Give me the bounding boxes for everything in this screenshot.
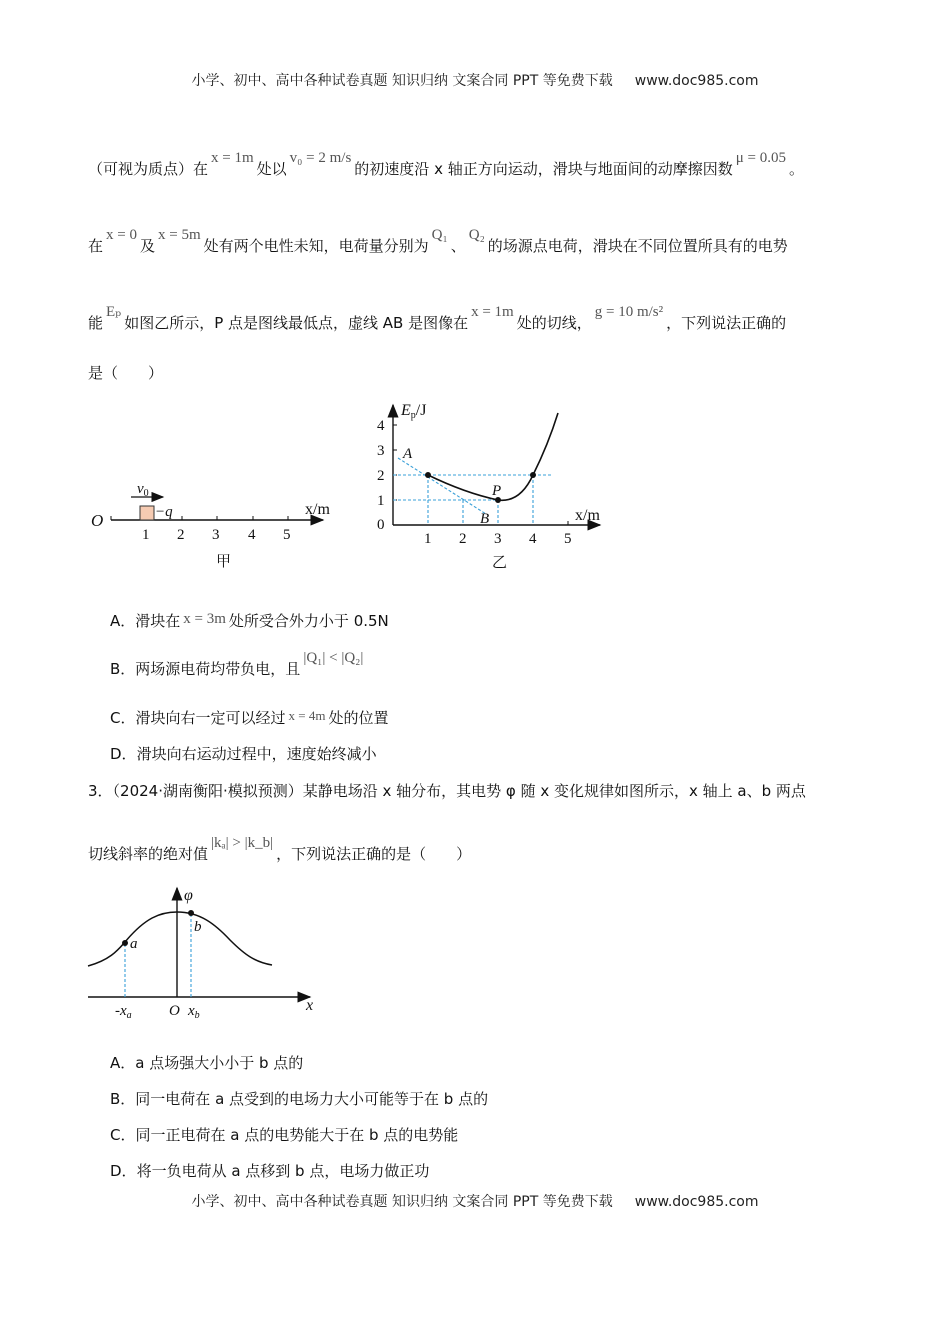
charge-label: −q xyxy=(155,504,173,520)
label-b: b xyxy=(194,919,202,935)
text: 滑块向右一定可以经过 xyxy=(135,709,286,727)
y-axis-label: φ xyxy=(184,887,193,904)
math: μ = 0.05 xyxy=(735,150,786,166)
tick-label: 3 xyxy=(494,531,502,547)
q3-line-2 xyxy=(88,835,472,864)
origin-label: O xyxy=(91,511,104,530)
text: 处有两个电性未知，电荷量分别为 xyxy=(203,237,429,255)
velocity-label: $v_0$ xyxy=(137,481,149,499)
math: Eₚ xyxy=(106,304,122,320)
tick-label: 4 xyxy=(248,527,256,543)
text: 的场源点电荷，滑块在不同位置所具有的电势 xyxy=(487,237,788,255)
math: x = 0 xyxy=(106,227,137,243)
tick-label: 5 xyxy=(564,531,572,547)
q2-option-c[interactable] xyxy=(110,707,388,728)
q2-option-b[interactable] xyxy=(110,650,366,679)
option-label: C． xyxy=(110,709,136,727)
page-header xyxy=(0,70,950,90)
tangent-AB xyxy=(398,458,486,514)
potential-curve xyxy=(88,912,272,966)
origin-label: 0 xyxy=(377,517,385,533)
label-A: A xyxy=(403,446,413,462)
math: g = 10 m/s² xyxy=(594,304,664,320)
point-b xyxy=(188,910,194,916)
tick-label: 2 xyxy=(377,468,385,484)
text: 。 xyxy=(788,160,804,178)
xb-label: $x_b$ xyxy=(188,1003,200,1020)
text: ，下列说法正确的 xyxy=(666,314,787,332)
q3-option-c[interactable] xyxy=(110,1124,458,1145)
math: v₀ = 2 m/s xyxy=(289,150,352,166)
text: 处的位置 xyxy=(328,709,389,727)
tick-label: 3 xyxy=(377,443,385,459)
point-a xyxy=(122,940,128,946)
option-label: A． xyxy=(110,612,136,630)
text: 两场源电荷均带负电，且 xyxy=(135,660,301,678)
tick-label: 1 xyxy=(142,527,150,543)
text: 的初速度沿 x 轴正方向运动，滑块与地面间的动摩擦因数 xyxy=(354,160,733,178)
figure-jia xyxy=(85,475,345,575)
figure-potential xyxy=(80,880,330,1020)
figure-caption: 乙 xyxy=(492,555,508,571)
option-text: 将一负电荷从 a 点移到 b 点，电场力做正功 xyxy=(136,1162,430,1180)
option-text: a 点场强大小小于 b 点的 xyxy=(135,1054,304,1072)
x-axis-label: x xyxy=(306,997,314,1014)
math: |Q₁| < |Q₂| xyxy=(303,650,364,666)
header-text: 小学、初中、高中各种试卷真题 知识归纳 文案合同 PPT 等免费下载 xyxy=(191,73,613,89)
x-axis-label: x/m xyxy=(305,501,330,518)
text: 切线斜率的绝对值 xyxy=(88,845,209,863)
math: Q₁ xyxy=(431,227,448,243)
tick-label: 2 xyxy=(459,531,467,547)
math: x = 1m xyxy=(471,304,514,320)
q3-line-1: 3．（2024·湖南衡阳·模拟预测）某静电场沿 x 轴分布，其电势 φ 随 x 变化规律如图所示，x 轴上 a、b 两点 xyxy=(88,782,806,800)
origin-label: O xyxy=(169,1003,180,1019)
text: 能 xyxy=(88,314,104,332)
option-label: D． xyxy=(110,1162,137,1180)
math: |kₐ| > |k_b| xyxy=(211,835,274,851)
math: x = 1m xyxy=(211,150,254,166)
footer-text: 小学、初中、高中各种试卷真题 知识归纳 文案合同 PPT 等免费下载 xyxy=(191,1194,613,1210)
x-axis-label: x/m xyxy=(575,507,600,524)
text: ，下列说法正确的是（ ） xyxy=(276,845,472,863)
xa-label: $-x_a$ xyxy=(115,1003,132,1020)
q2-line-4: 是（ ） xyxy=(88,364,164,382)
q2-line-2 xyxy=(88,227,788,256)
q2-option-a[interactable] xyxy=(110,610,389,631)
math: Q₂ xyxy=(468,227,485,243)
text: 处所受合外力小于 0.5N xyxy=(228,612,389,630)
y-axis-label: Ep/J xyxy=(401,402,427,421)
text: 滑块在 xyxy=(135,612,181,630)
option-label: C． xyxy=(110,1126,136,1144)
figure-caption: 甲 xyxy=(216,554,232,570)
math: x = 3m xyxy=(183,611,226,627)
option-label: D． xyxy=(110,745,137,763)
tick-label: 1 xyxy=(377,493,385,509)
tick-label: 3 xyxy=(212,527,220,543)
text: 处的切线， xyxy=(516,314,592,332)
q2-line-1 xyxy=(88,150,804,179)
page-footer xyxy=(0,1191,950,1211)
tick-label: 4 xyxy=(377,418,385,434)
text: 、 xyxy=(450,237,466,255)
q2-line-3 xyxy=(88,304,787,333)
option-label: B． xyxy=(110,660,136,678)
q2-option-d[interactable] xyxy=(110,743,377,764)
math: x = 4m xyxy=(288,708,326,723)
option-label: A． xyxy=(110,1054,136,1072)
option-text: 同一电荷在 a 点受到的电场力大小可能等于在 b 点的 xyxy=(135,1090,489,1108)
tick-label: 1 xyxy=(424,531,432,547)
q3-option-a[interactable] xyxy=(110,1052,303,1073)
header-site: www.doc985.com xyxy=(634,73,759,89)
label-a: a xyxy=(130,936,138,952)
tick-label: 4 xyxy=(529,531,537,547)
text: 滑块向右运动过程中，速度始终减小 xyxy=(136,745,377,763)
text: 在 xyxy=(88,237,104,255)
math: x = 5m xyxy=(158,227,201,243)
text: 及 xyxy=(139,237,155,255)
tick-label: 5 xyxy=(283,527,291,543)
footer-site: www.doc985.com xyxy=(634,1194,759,1210)
option-label: B． xyxy=(110,1090,136,1108)
q3-option-d[interactable] xyxy=(110,1160,429,1181)
figure-yi xyxy=(370,395,620,575)
guide-lines xyxy=(393,458,553,525)
tick-label: 2 xyxy=(177,527,185,543)
label-B: B xyxy=(480,511,490,527)
option-text: 同一正电荷在 a 点的电势能大于在 b 点的电势能 xyxy=(135,1126,459,1144)
text: （可视为质点）在 xyxy=(88,160,209,178)
q3-option-b[interactable] xyxy=(110,1088,488,1109)
text: 如图乙所示，P 点是图线最低点，虚线 AB 是图像在 xyxy=(124,314,469,332)
text: 处以 xyxy=(256,160,287,178)
slider-block xyxy=(140,506,154,520)
label-P: P xyxy=(492,483,502,499)
